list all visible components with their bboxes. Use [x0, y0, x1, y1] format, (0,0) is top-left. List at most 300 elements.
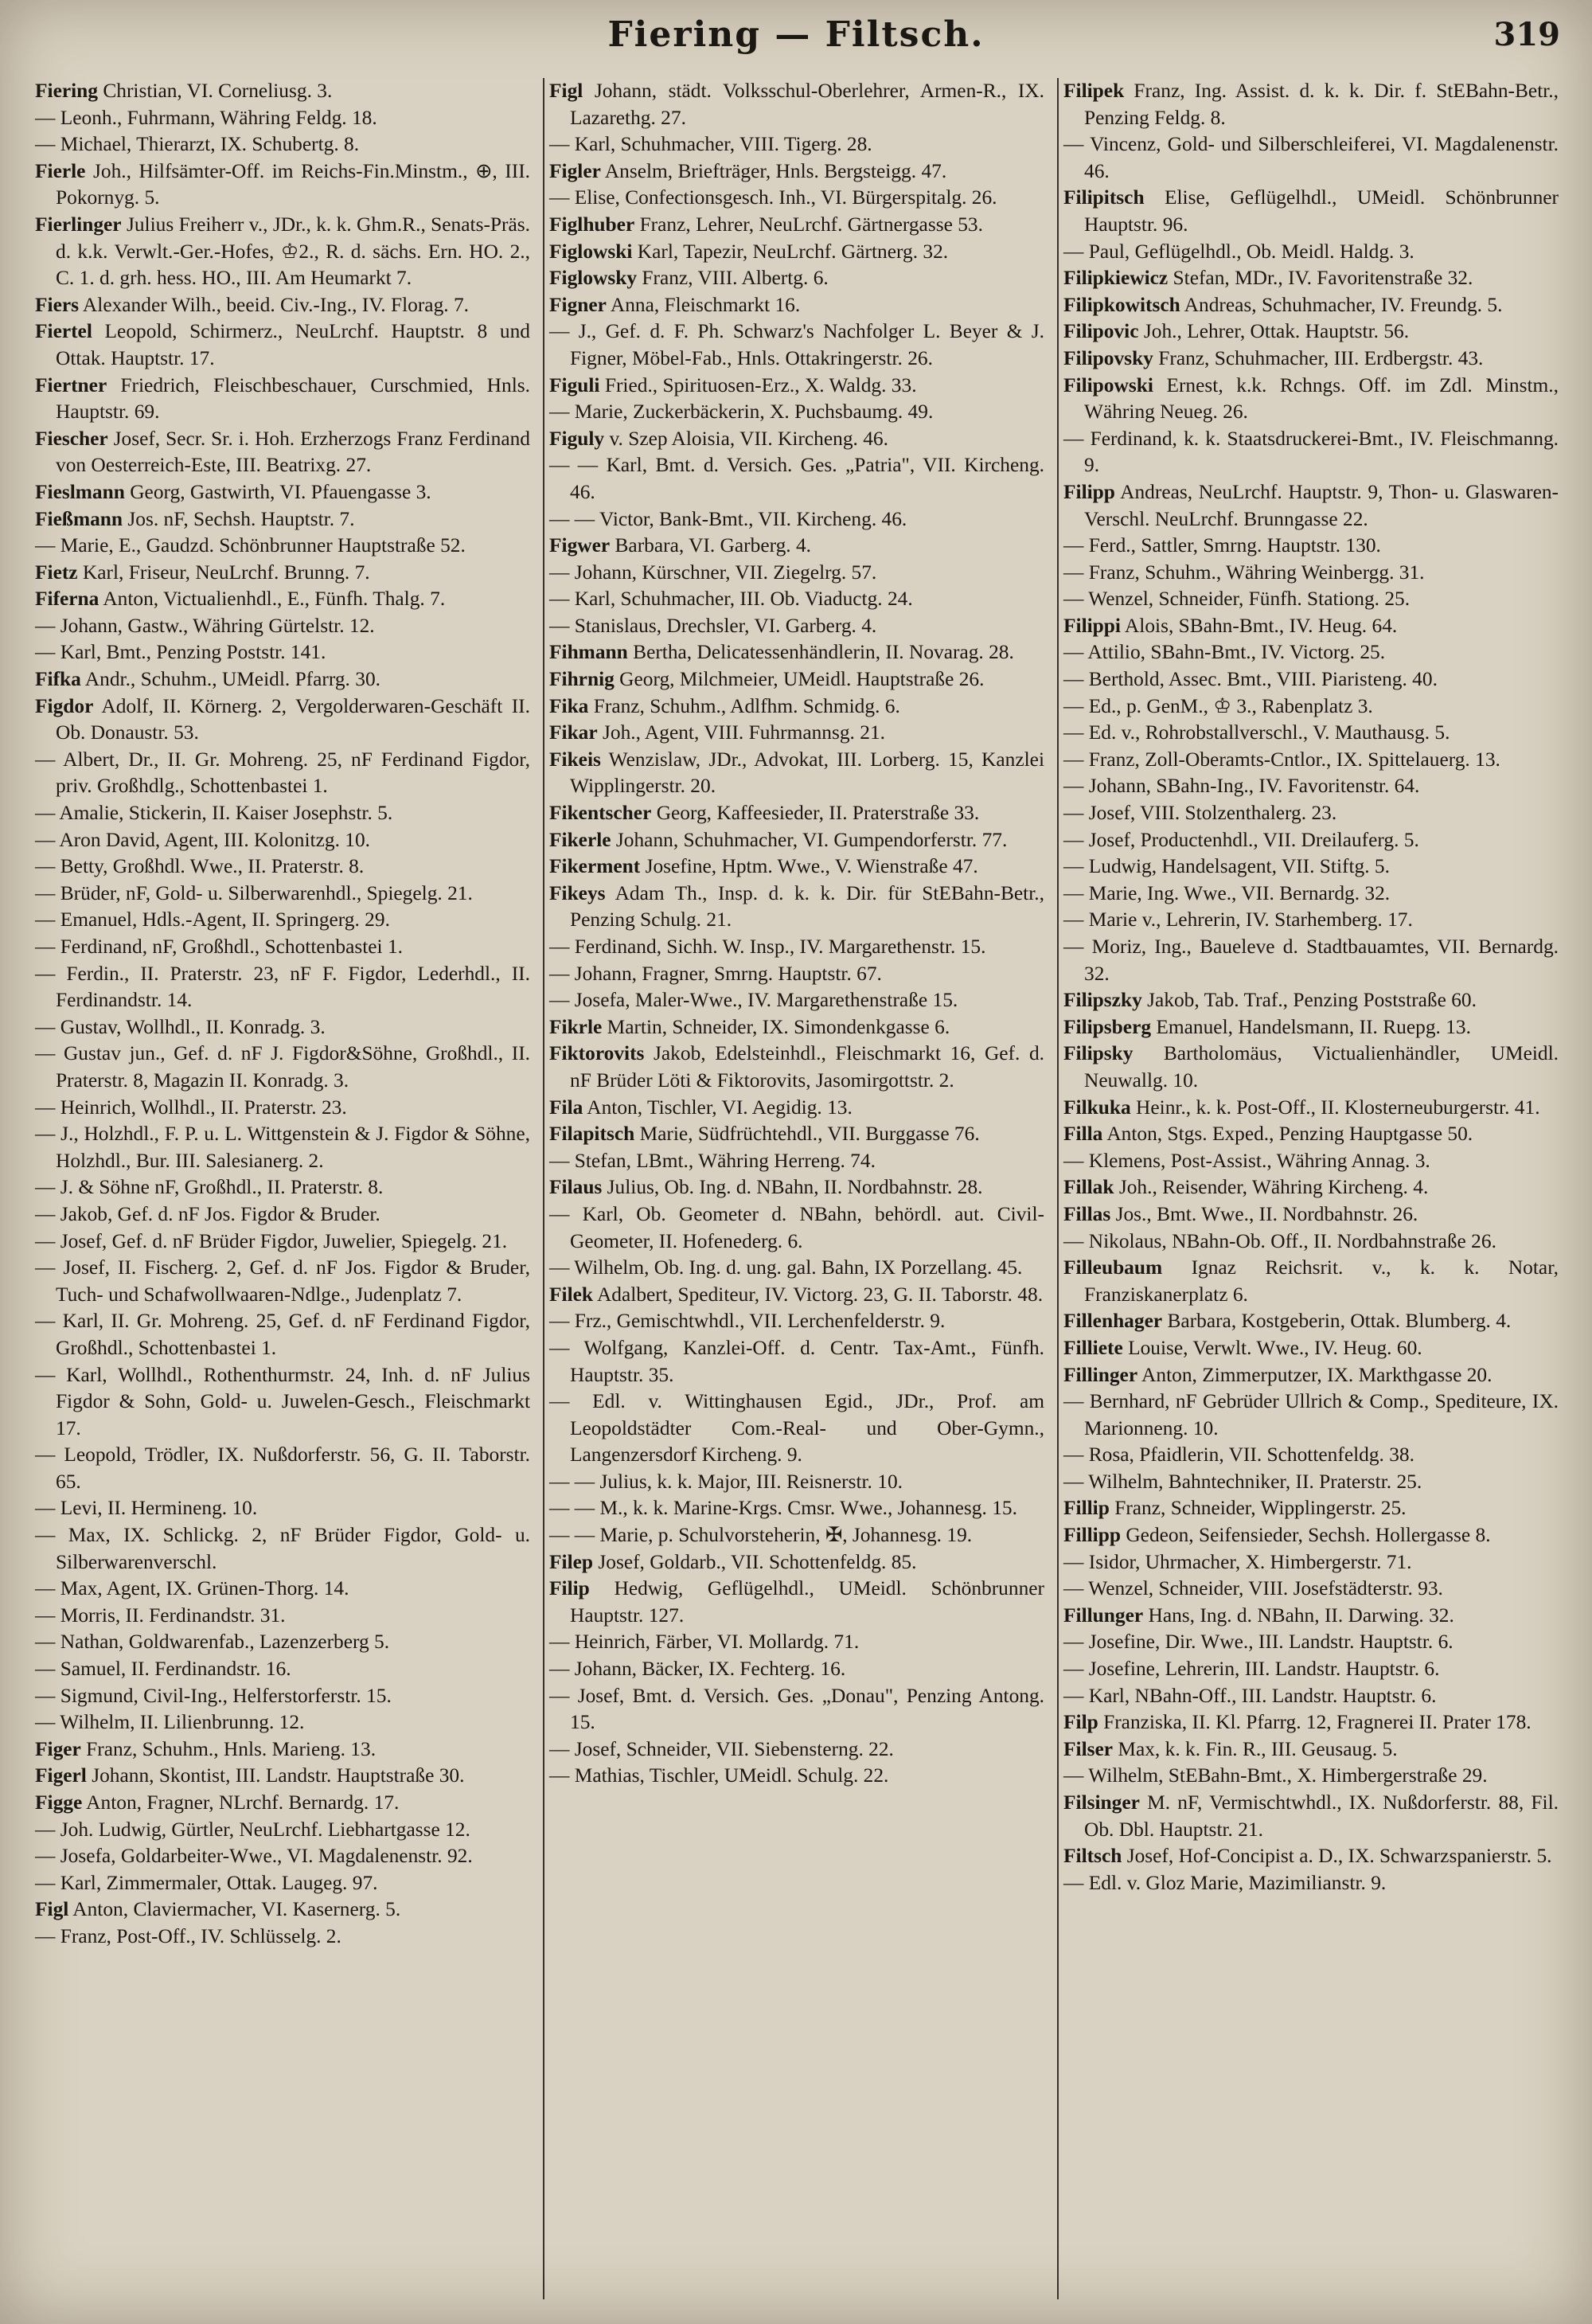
entry-details: — Berthold, Assec. Bmt., VIII. Piaristeng. 40. — [1063, 668, 1438, 691]
directory-entry — [35, 426, 530, 479]
directory-entry — [1063, 1709, 1559, 1736]
entry-details: — Sigmund, Civil-Ing., Helferstorferstr. 15. — [35, 1684, 392, 1707]
entry-surname: Fikeis — [549, 748, 601, 771]
entry-surname: Figlhuber — [549, 213, 635, 236]
directory-entry — [35, 292, 530, 319]
directory-entry — [549, 1629, 1044, 1656]
entry-details: — J., Holzhdl., F. P. u. L. Wittgenstein & J. Figdor & Söhne, Holzhdl., Bur. III. Salesianerg. 2. — [35, 1123, 530, 1172]
directory-entry — [35, 907, 530, 934]
entry-surname: Filipowski — [1063, 373, 1153, 396]
page-header — [32, 8, 1560, 76]
entry-surname: Figge — [35, 1791, 83, 1814]
directory-entry — [35, 1629, 530, 1656]
directory-entry — [35, 1736, 530, 1764]
entry-details: Franziska, II. Kl. Pfarrg. 12, Fragnerei II. Prater 178. — [1098, 1711, 1532, 1734]
entry-details: — Moriz, Ing., Baueleve d. Stadtbauamtes, VII. Bernardg. 32. — [1063, 935, 1559, 985]
entry-surname: Fifka — [35, 668, 81, 691]
entry-details: — Attilio, SBahn-Bmt., IV. Victorg. 25. — [1063, 641, 1386, 664]
entry-details: — Edl. v. Wittinghausen Egid., JDr., Prof. am Leopoldstädter Com.-Real- und Ober-Gymn., Langenzersdorf Kircheng. 9. — [549, 1390, 1044, 1467]
entry-details: — Josef, Schneider, VII. Siebensterng. 22. — [549, 1737, 894, 1760]
entry-surname: Figl — [549, 80, 583, 102]
entry-surname: Fila — [549, 1096, 583, 1119]
entry-details: Georg, Gastwirth, VI. Pfauengasse 3. — [124, 480, 431, 503]
entry-details: Leopold, Schirmerz., NeuLrchf. Hauptstr. 8 und Ottak. Hauptstr. 17. — [56, 320, 530, 369]
entry-surname: Filip — [549, 1577, 590, 1600]
entry-surname: Figerl — [35, 1764, 87, 1787]
entry-details: — Stefan, LBmt., Währing Herreng. 74. — [549, 1149, 876, 1172]
entry-surname: Figdor — [35, 694, 94, 717]
entry-surname: Filaus — [549, 1176, 603, 1199]
directory-entry — [549, 239, 1044, 266]
entry-details: Karl, Friseur, NeuLrchf. Brunng. 7. — [77, 560, 370, 584]
entry-surname: Filipsky — [1063, 1042, 1134, 1065]
directory-entry — [1063, 560, 1559, 587]
entry-surname: Fillak — [1063, 1176, 1114, 1199]
directory-entry — [549, 693, 1044, 721]
entry-details: Wenzislaw, JDr., Advokat, III. Lorberg. 15, Kanzlei Wipplingerstr. 20. — [570, 748, 1044, 798]
running-head: Fiering — Filtsch. — [607, 14, 985, 55]
entry-details: — Amalie, Stickerin, II. Kaiser Josephstr. 5. — [35, 802, 393, 825]
directory-entry — [35, 533, 530, 560]
entry-details: — Isidor, Uhrmacher, X. Himbergerstr. 71. — [1063, 1550, 1412, 1573]
entry-details: Alois, SBahn-Bmt., IV. Heug. 64. — [1120, 614, 1398, 637]
entry-details: — Joh. Ludwig, Gürtler, NeuLrchf. Liebhartgasse 12. — [35, 1818, 470, 1841]
entry-surname: Fika — [549, 694, 589, 717]
entry-details: — Marie v., Lehrerin, IV. Starhemberg. 17. — [1063, 908, 1413, 932]
directory-entry — [35, 1174, 530, 1201]
entry-details: v. Szep Aloisia, VII. Kircheng. 46. — [604, 427, 888, 450]
directory-entry — [549, 1763, 1044, 1790]
directory-entry — [1063, 1014, 1559, 1041]
page-number: 319 — [1493, 16, 1560, 53]
entry-details: Georg, Milchmeier, UMeidl. Hauptstraße 26. — [614, 668, 985, 691]
directory-entry — [549, 720, 1044, 747]
directory-entry — [1063, 720, 1559, 747]
directory-entry — [549, 78, 1044, 131]
entry-details: — Vincenz, Gold- und Silberschleiferei, VI. Magdalenenstr. 46. — [1063, 133, 1559, 182]
entry-details: Franz, Ing. Assist. d. k. k. Dir. f. StEBahn-Betr., Penzing Feldg. 8. — [1084, 80, 1559, 129]
directory-entry — [1063, 747, 1559, 774]
directory-entry — [549, 1469, 1044, 1496]
entry-details: — Klemens, Post-Assist., Währing Annag. 3. — [1063, 1149, 1430, 1172]
directory-entry — [549, 881, 1044, 934]
entry-details: Jos. nF, Sechsh. Hauptstr. 7. — [123, 507, 355, 530]
entry-surname: Fikeys — [549, 881, 606, 904]
directory-entry — [35, 1709, 530, 1736]
directory-entry — [1063, 1603, 1559, 1630]
directory-entry — [35, 1896, 530, 1924]
entry-details: Andr., Schuhm., UMeidl. Pfarrg. 30. — [80, 668, 380, 691]
entry-details: Josef, Hof-Concipist a. D., IX. Schwarzspanierstr. 5. — [1122, 1845, 1552, 1868]
entry-surname: Filleubaum — [1063, 1256, 1163, 1279]
directory-entry — [1063, 131, 1559, 185]
entry-surname: Filipovsky — [1063, 346, 1153, 369]
entry-details: — Josefine, Dir. Wwe., III. Landstr. Hauptstr. 6. — [1063, 1631, 1453, 1654]
entry-surname: Fieslmann — [35, 480, 125, 503]
entry-details: — Leopold, Trödler, IX. Nußdorferstr. 56, G. II. Taborstr. 65. — [35, 1443, 530, 1493]
directory-entry — [35, 1924, 530, 1951]
directory-entry — [35, 1790, 530, 1817]
entry-details: Anton, Tischler, VI. Aegidig. 13. — [583, 1096, 853, 1119]
directory-entry — [549, 1201, 1044, 1255]
directory-entry — [549, 1656, 1044, 1683]
entry-details: — Betty, Großhdl. Wwe., II. Praterstr. 8. — [35, 855, 365, 878]
entry-surname: Fillenhager — [1063, 1310, 1163, 1333]
entry-details: — Ed., p. GenM., ♔ 3., Rabenplatz 3. — [1063, 694, 1373, 717]
entry-details: Louise, Verwlt. Wwe., IV. Heug. 60. — [1122, 1336, 1422, 1359]
entry-details: — Gustav jun., Gef. d. nF J. Figdor&Söhne, Großhdl., II. Praterstr. 8, Magazin II. Konradg. 3. — [35, 1042, 530, 1092]
directory-entry — [549, 399, 1044, 426]
directory-entry — [35, 1442, 530, 1495]
directory-entry — [549, 1174, 1044, 1201]
entry-details: — Edl. v. Gloz Marie, Mazimilianstr. 9. — [1063, 1871, 1387, 1894]
entry-details: Max, k. k. Fin. R., III. Geusaug. 5. — [1113, 1737, 1398, 1760]
directory-entry — [1063, 773, 1559, 800]
directory-entry — [549, 1095, 1044, 1122]
entry-surname: Fiering — [35, 80, 98, 102]
entry-details: — Elise, Confectionsgesch. Inh., VI. Bürgerspitalg. 26. — [549, 186, 997, 209]
entry-details: Elise, Geflügelhdl., UMeidl. Schönbrunner Hauptstr. 96. — [1084, 186, 1559, 236]
directory-entry — [35, 961, 530, 1014]
directory-entry — [1063, 1228, 1559, 1256]
entry-surname: Filla — [1063, 1123, 1103, 1146]
directory-entry — [1063, 292, 1559, 319]
directory-entry — [35, 131, 530, 158]
entry-details: Anna, Fleischmarkt 16. — [606, 293, 801, 316]
entry-details: Martin, Schneider, IX. Simondenkgasse 6. — [602, 1015, 950, 1038]
directory-entry — [35, 1255, 530, 1308]
directory-entry — [1063, 1174, 1559, 1201]
directory-entry — [549, 1335, 1044, 1389]
entry-details: Joh., Hilfsämter-Off. im Reichs-Fin.Minstm., ⊕, III. Pokornyg. 5. — [56, 159, 530, 209]
directory-entry — [35, 1095, 530, 1122]
directory-entry — [1063, 666, 1559, 693]
directory-entry — [35, 479, 530, 506]
entry-details: — Brüder, nF, Gold- u. Silberwarenhdl., Spiegelg. 21. — [35, 881, 473, 904]
entry-details: — Josefine, Lehrerin, III. Landstr. Hauptstr. 6. — [1063, 1658, 1440, 1681]
entry-details: Franz, Schneider, Wipplingerstr. 25. — [1109, 1497, 1407, 1520]
directory-entry — [35, 639, 530, 666]
directory-entry — [549, 131, 1044, 158]
directory-entry — [35, 1121, 530, 1174]
directory-entry — [1063, 693, 1559, 721]
directory-entry — [549, 185, 1044, 212]
directory-entry — [35, 827, 530, 854]
directory-entry — [1063, 639, 1559, 666]
directory-entry — [1063, 185, 1559, 238]
entry-surname: Filtsch — [1063, 1845, 1122, 1868]
directory-entry — [549, 666, 1044, 693]
directory-entry — [549, 613, 1044, 640]
directory-entry — [549, 265, 1044, 292]
entry-details: Jos., Bmt. Wwe., II. Nordbahnstr. 26. — [1110, 1202, 1418, 1225]
entry-details: — Johann, Gastw., Währing Gürtelstr. 12. — [35, 614, 375, 637]
directory-entry — [1063, 1790, 1559, 1843]
entry-details: Adalbert, Spediteur, IV. Victorg. 23, G. II. Taborstr. 48. — [593, 1283, 1044, 1306]
column-right — [1057, 78, 1563, 2299]
entry-details: — Karl, Ob. Geometer d. NBahn, behördl. aut. Civil-Geometer, II. Hofenederg. 6. — [549, 1202, 1044, 1252]
directory-entry — [1063, 853, 1559, 881]
entry-details: — Ferd., Sattler, Smrng. Hauptstr. 130. — [1063, 534, 1381, 557]
entry-details: Karl, Tapezir, NeuLrchf. Gärtnerg. 32. — [632, 240, 949, 263]
directory-entry — [1063, 800, 1559, 827]
directory-entry — [1063, 1469, 1559, 1496]
entry-surname: Fießmann — [35, 507, 123, 530]
column-left — [30, 78, 535, 2299]
entry-details: — Wenzel, Schneider, Fünfh. Stationg. 25. — [1063, 588, 1411, 611]
directory-entry — [1063, 1522, 1559, 1549]
entry-details: — — M., k. k. Marine-Krgs. Cmsr. Wwe., Johannesg. 15. — [549, 1497, 1017, 1520]
directory-entry — [549, 452, 1044, 506]
entry-details: Adam Th., Insp. d. k. k. Dir. für StEBahn-Betr., Penzing Schulg. 21. — [570, 881, 1044, 932]
directory-entry — [1063, 586, 1559, 613]
entry-details: — Wolfgang, Kanzlei-Off. d. Centr. Tax-Amt., Fünfh. Hauptstr. 35. — [549, 1336, 1044, 1386]
directory-entry — [35, 1201, 530, 1228]
directory-entry — [35, 1041, 530, 1094]
directory-entry — [1063, 533, 1559, 560]
entry-details: — Franz, Schuhm., Währing Weinbergg. 31. — [1063, 560, 1425, 584]
entry-details: Andreas, Schuhmacher, IV. Freundg. 5. — [1180, 293, 1503, 316]
directory-entry — [35, 800, 530, 827]
directory-entry — [35, 934, 530, 961]
directory-entry — [1063, 881, 1559, 908]
entry-details: Ignaz Reichsrit. v., k. k. Notar, Franziskanerplatz 6. — [1084, 1256, 1559, 1306]
entry-details: — Marie, Ing. Wwe., VII. Bernardg. 32. — [1063, 881, 1391, 904]
entry-surname: Fillunger — [1063, 1603, 1144, 1627]
directory-entry — [35, 1817, 530, 1844]
entry-details: — Wenzel, Schneider, VIII. Josefstädterstr. 93. — [1063, 1577, 1443, 1600]
directory-entry — [549, 827, 1044, 854]
entry-details: — J., Gef. d. F. Ph. Schwarz's Nachfolger L. Beyer & J. Figner, Möbel-Fab., Hnls. Ottakringerstr. 26. — [549, 320, 1044, 369]
entry-surname: Filek — [549, 1283, 594, 1306]
entry-details: — Marie, Zuckerbäckerin, X. Puchsbaumg. 49. — [549, 400, 934, 424]
entry-details: Jakob, Tab. Traf., Penzing Poststraße 60. — [1141, 989, 1477, 1012]
entry-surname: Fierlinger — [35, 213, 122, 236]
directory-entry — [1063, 373, 1559, 426]
entry-details: — Wilhelm, Ob. Ing. d. ung. gal. Bahn, IX Porzellang. 45. — [549, 1256, 1023, 1279]
directory-entry — [549, 506, 1044, 533]
directory-entry — [35, 1870, 530, 1897]
directory-entry — [549, 800, 1044, 827]
entry-details: Anton, Fragner, NLrchf. Bernardg. 17. — [82, 1791, 400, 1814]
entry-details: — Frz., Gemischtwhdl., VII. Lerchenfelderstr. 9. — [549, 1310, 946, 1333]
directory-entry — [35, 666, 530, 693]
entry-details: Anselm, Briefträger, Hnls. Bergsteigg. 47. — [600, 159, 947, 182]
entry-details: Josef, Goldarb., VII. Schottenfeldg. 85. — [593, 1550, 917, 1573]
entry-details: Joh., Reisender, Währing Kircheng. 4. — [1114, 1176, 1429, 1199]
entry-details: — Johann, Bäcker, IX. Fechterg. 16. — [549, 1658, 846, 1681]
directory-entry — [1063, 1095, 1559, 1122]
directory-entry — [35, 1495, 530, 1522]
directory-entry — [1063, 827, 1559, 854]
directory-entry — [35, 1576, 530, 1603]
entry-details: — Josef, II. Fischerg. 2, Gef. d. nF Jos. Figdor & Bruder, Tuch- und Schafwollwaaren-Ndlge., Judenplatz 7. — [35, 1256, 530, 1306]
entry-surname: Filep — [549, 1550, 594, 1573]
entry-details: — Karl, Zimmermaler, Ottak. Laugeg. 97. — [35, 1871, 378, 1894]
entry-surname: Filipp — [1063, 480, 1115, 503]
directory-entry — [1063, 426, 1559, 479]
entry-surname: Figner — [549, 293, 607, 316]
directory-entry — [1063, 1121, 1559, 1148]
entry-details: Anton, Victualienhdl., E., Fünfh. Thalg. 7. — [99, 588, 446, 611]
directory-entry — [1063, 1255, 1559, 1308]
entry-surname: Fillinger — [1063, 1363, 1138, 1386]
entry-details: Fried., Spirituosen-Erz., X. Waldg. 33. — [599, 373, 917, 396]
directory-entry — [1063, 1736, 1559, 1764]
directory-entry — [549, 1549, 1044, 1576]
directory-entry — [1063, 1843, 1559, 1870]
directory-entry — [1063, 907, 1559, 934]
entry-surname: Filipsberg — [1063, 1015, 1152, 1038]
entry-details: Johann, städt. Volksschul-Oberlehrer, Armen-R., IX. Lazarethg. 27. — [570, 80, 1044, 129]
entry-surname: Fihrnig — [549, 668, 615, 691]
directory-entry — [35, 560, 530, 587]
entry-surname: Filipszky — [1063, 989, 1142, 1012]
directory-entry — [549, 1282, 1044, 1309]
entry-surname: Filliete — [1063, 1336, 1123, 1359]
entry-details: — Michael, Thierarzt, IX. Schubertg. 8. — [35, 133, 360, 156]
entry-details: — Jakob, Gef. d. nF Jos. Figdor & Bruder. — [35, 1202, 380, 1225]
directory-entry — [1063, 1656, 1559, 1683]
directory-entry — [1063, 239, 1559, 266]
entry-details: Franz, Schuhm., Adlfhm. Schmidg. 6. — [588, 694, 900, 717]
entry-details: M. nF, Vermischtwhdl., IX. Nußdorferstr. 88, Fil. Ob. Dbl. Hauptstr. 21. — [1084, 1791, 1559, 1841]
entry-details: Barbara, VI. Garberg. 4. — [610, 534, 812, 557]
directory-entry — [549, 747, 1044, 800]
entry-surname: Fiktorovits — [549, 1042, 645, 1065]
entry-details: Franz, Schuhmacher, III. Erdbergstr. 43. — [1153, 346, 1484, 369]
directory-entry — [1063, 1495, 1559, 1522]
entry-details: — Heinrich, Wollhdl., II. Praterstr. 23. — [35, 1096, 347, 1119]
entry-surname: Fierle — [35, 159, 86, 182]
entry-details: — Karl, Schuhmacher, III. Ob. Viaductg. 24. — [549, 588, 913, 611]
entry-surname: Fiertel — [35, 320, 92, 343]
directory-entry — [1063, 1362, 1559, 1389]
directory-entry — [35, 1763, 530, 1790]
entry-surname: Fikar — [549, 721, 598, 744]
directory-entry — [35, 1656, 530, 1683]
entry-details: — Karl, Wollhdl., Rothenthurmstr. 24, Inh. d. nF Julius Figdor & Sohn, Gold- u. Juwelen-Gesch., Fleischmarkt 17. — [35, 1363, 530, 1439]
entry-details: — Bernhard, nF Gebrüder Ullrich & Comp., Spediteure, IX. Marionneng. 10. — [1063, 1390, 1559, 1439]
entry-details: — Josefa, Maler-Wwe., IV. Margarethenstraße 15. — [549, 989, 958, 1012]
entry-surname: Figlowski — [549, 240, 633, 263]
entry-details: — Paul, Geflügelhdl., Ob. Meidl. Haldg. 3. — [1063, 240, 1414, 263]
entry-details: — Ferdinand, nF, Großhdl., Schottenbastei 1. — [35, 935, 404, 958]
entry-surname: Filipkiewicz — [1063, 267, 1169, 290]
entry-details: — Wilhelm, II. Lilienbrunng. 12. — [35, 1711, 305, 1734]
entry-details: — Wilhelm, Bahntechniker, II. Praterstr. 25. — [1063, 1470, 1422, 1493]
entry-details: — Ferdinand, k. k. Staatsdruckerei-Bmt., IV. Fleischmanng. 9. — [1063, 427, 1559, 477]
entry-details: Hans, Ing. d. NBahn, II. Darwing. 32. — [1143, 1603, 1454, 1627]
entry-details: — Johann, SBahn-Ing., IV. Favoritenstr. 64. — [1063, 775, 1420, 798]
entry-details: — Josef, Bmt. d. Versich. Ges. „Donau", Penzing Antong. 15. — [549, 1684, 1044, 1734]
directory-entry — [1063, 934, 1559, 987]
directory-entry — [35, 881, 530, 908]
entry-surname: Figwer — [549, 534, 611, 557]
entry-details: — Mathias, Tischler, UMeidl. Schulg. 22. — [549, 1764, 889, 1787]
directory-entry — [1063, 1763, 1559, 1790]
entry-details: — Ferdinand, Sichh. W. Insp., IV. Margarethenstr. 15. — [549, 935, 986, 958]
directory-entry — [35, 1683, 530, 1710]
entry-surname: Fikerment — [549, 855, 641, 878]
entry-details: — Max, Agent, IX. Grünen-Thorg. 14. — [35, 1577, 349, 1600]
column-middle — [543, 78, 1049, 2299]
entry-details: — — Victor, Bank-Bmt., VII. Kircheng. 46. — [549, 507, 907, 530]
entry-surname: Fillipp — [1063, 1524, 1121, 1547]
directory-entry — [35, 506, 530, 533]
directory-entry — [1063, 1201, 1559, 1228]
directory-entry — [1063, 1389, 1559, 1442]
entry-details: Georg, Kaffeesieder, II. Praterstraße 33. — [651, 802, 980, 825]
entry-details: — Wilhelm, StEBahn-Bmt., X. Himbergerstraße 29. — [1063, 1764, 1488, 1787]
entry-details: Barbara, Kostgeberin, Ottak. Blumberg. 4. — [1162, 1310, 1512, 1333]
directory-entry — [35, 373, 530, 426]
entry-surname: Figer — [35, 1737, 81, 1760]
entry-details: — Josef, Gef. d. nF Brüder Figdor, Juwelier, Spiegelg. 21. — [35, 1229, 508, 1252]
entry-surname: Fikentscher — [549, 802, 652, 825]
entry-details: Franz, Schuhm., Hnls. Marieng. 13. — [80, 1737, 377, 1760]
directory-entry — [549, 533, 1044, 560]
entry-details: — — Marie, p. Schulvorsteherin, ✠, Johannesg. 19. — [549, 1524, 973, 1547]
entry-surname: Fillas — [1063, 1202, 1111, 1225]
entry-details: — Karl, Bmt., Penzing Poststr. 141. — [35, 641, 326, 664]
directory-entry — [35, 853, 530, 881]
directory-entry — [1063, 1629, 1559, 1656]
directory-entry — [1063, 1870, 1559, 1897]
directory-entry — [1063, 1576, 1559, 1603]
entry-details: Heinr., k. k. Post-Off., II. Klosterneuburgerstr. 41. — [1130, 1096, 1540, 1119]
entry-details: — Johann, Fragner, Smrng. Hauptstr. 67. — [549, 962, 882, 985]
directory-entry — [549, 1495, 1044, 1522]
entry-details: Jakob, Edelsteinhdl., Fleischmarkt 16, Gef. d. nF Brüder Löti & Fiktorovits, Jasomirgottstr. 2. — [570, 1042, 1044, 1092]
directory-entry — [549, 426, 1044, 453]
directory-entry — [1063, 613, 1559, 640]
directory-entry — [1063, 1549, 1559, 1576]
directory-entry — [1063, 1442, 1559, 1469]
entry-details: — Franz, Post-Off., IV. Schlüsselg. 2. — [35, 1924, 341, 1947]
entry-details: Bartholomäus, Victualienhändler, UMeidl. Neuwallg. 10. — [1084, 1042, 1559, 1092]
directory-entry — [549, 373, 1044, 400]
entry-details: — Marie, E., Gaudzd. Schönbrunner Hauptstraße 52. — [35, 534, 466, 557]
entry-details: — Josefa, Goldarbeiter-Wwe., VI. Magdalenenstr. 92. — [35, 1845, 473, 1868]
entry-surname: Figuly — [549, 427, 605, 450]
entry-details: — Rosa, Pfaidlerin, VII. Schottenfeldg. 38. — [1063, 1443, 1414, 1467]
entry-details: Anton, Zimmerputzer, IX. Markthgasse 20. — [1137, 1363, 1492, 1386]
directory-entry — [549, 1148, 1044, 1175]
entry-details: — Karl, II. Gr. Mohreng. 25, Gef. d. nF Ferdinand Figdor, Großhdl., Schottenbastei 1. — [35, 1310, 530, 1359]
directory-entry — [549, 1522, 1044, 1549]
directory-entry — [1063, 318, 1559, 346]
entry-details: Johann, Skontist, III. Landstr. Hauptstraße 30. — [86, 1764, 465, 1787]
entry-details: — Levi, II. Hermineng. 10. — [35, 1497, 258, 1520]
entry-surname: Fillip — [1063, 1497, 1110, 1520]
entry-details: Julius, Ob. Ing. d. NBahn, II. Nordbahnstr. 28. — [602, 1176, 983, 1199]
directory-entry — [35, 1603, 530, 1630]
entry-details: — Aron David, Agent, III. Kolonitzg. 10. — [35, 828, 371, 851]
entry-surname: Filkuka — [1063, 1096, 1131, 1119]
entry-details: — Franz, Zoll-Oberamts-Cntlor., IX. Spittelauerg. 13. — [1063, 748, 1500, 771]
entry-details: — — Karl, Bmt. d. Versich. Ges. „Patria", VII. Kircheng. 46. — [549, 454, 1044, 503]
directory-entry — [1063, 1335, 1559, 1362]
entry-details: — Josef, VIII. Stolzenthalerg. 23. — [1063, 802, 1337, 825]
entry-details: Alexander Wilh., beeid. Civ.-Ing., IV. Florag. 7. — [78, 293, 470, 316]
entry-details: Johann, Schuhmacher, VI. Gumpendorferstr. 77. — [611, 828, 1008, 851]
entry-surname: Fikrle — [549, 1015, 603, 1038]
directory-entry — [1063, 78, 1559, 131]
directory-entry — [35, 1362, 530, 1443]
directory-entry — [549, 560, 1044, 587]
entry-details: Christian, VI. Corneliusg. 3. — [97, 80, 333, 102]
